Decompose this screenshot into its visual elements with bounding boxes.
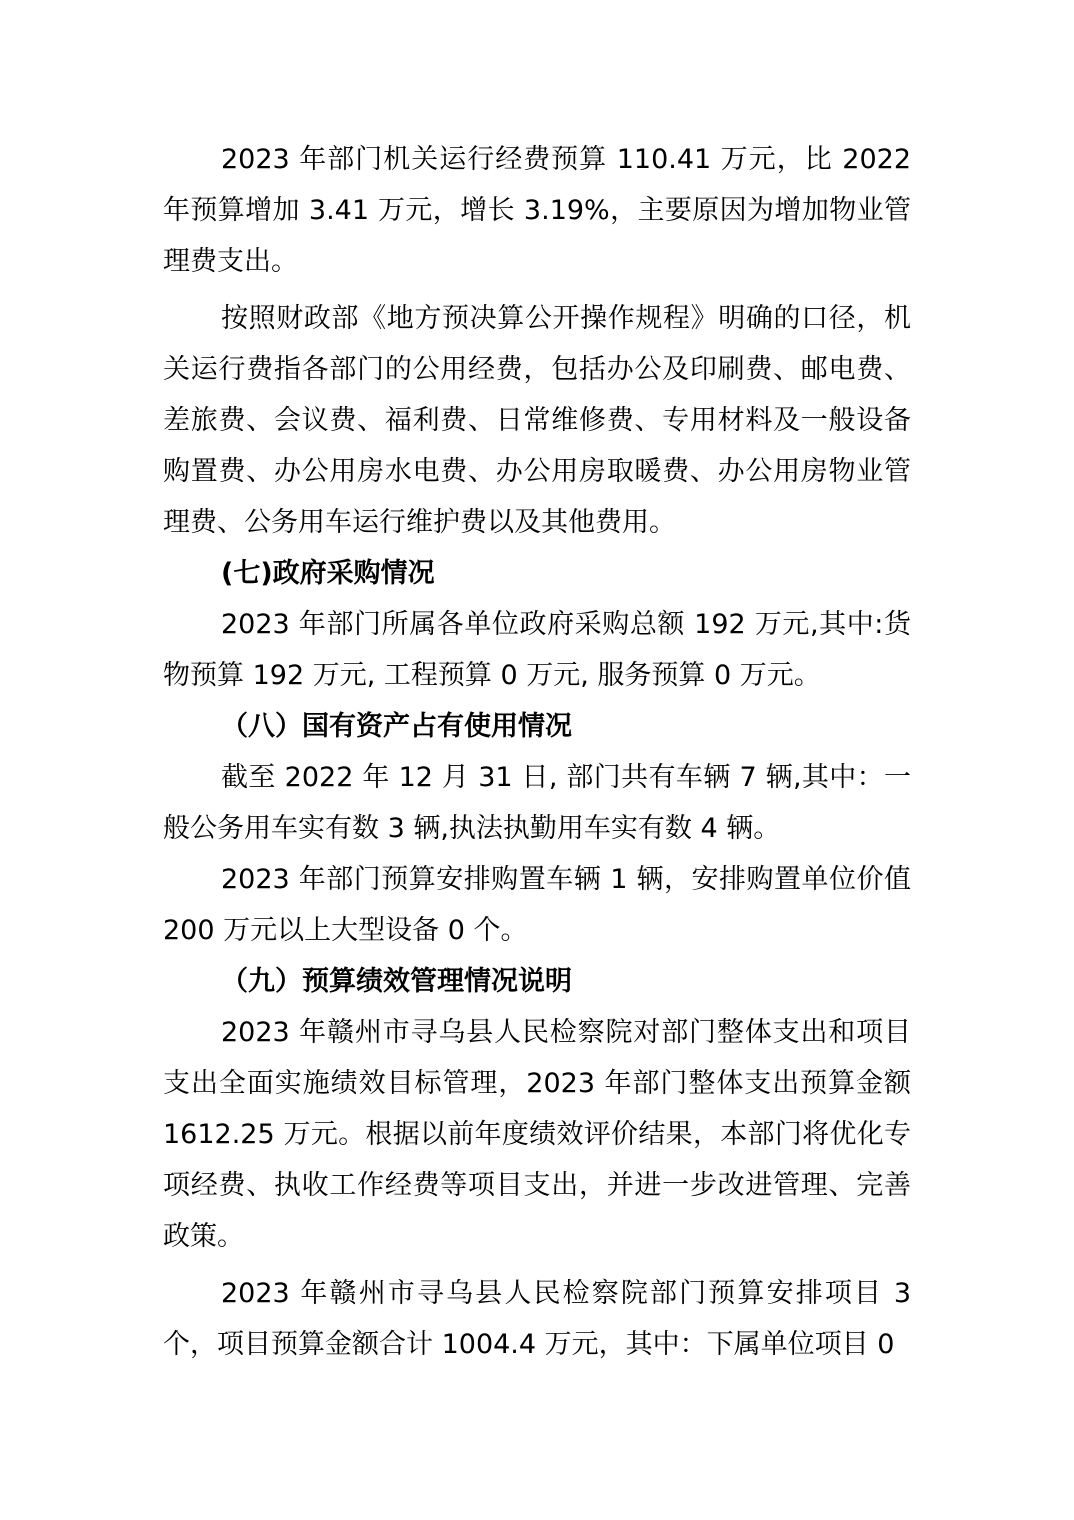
heading-state-assets: （八）国有资产占有使用情况 <box>221 711 572 742</box>
paragraph-operating-cost-definition: 按照财政部《地方预决算公开操作规程》明确的口径，机关运行费指各部门的公用经费，包括办公及印刷费、邮电费、差旅费、会议费、福利费、日常维修费、专用材料及一般设备购置费、办公用房水电费、办公用房取暖费、办公用房物业管理费、公务用车运行维护费以及其他费用。 <box>163 303 911 538</box>
heading-government-procurement: (七)政府采购情况 <box>221 558 435 589</box>
paragraph-performance-detail: 2023 年赣州市寻乌县人民检察院对部门整体支出和项目支出全面实施绩效目标管理，2023 年部门整体支出预算金额 1612.25 万元。根据以前年度绩效评价结果，本部门将优化专项经费、执收工作经费等项目支出，并进一步改进管理、完善政策。 <box>163 1017 911 1252</box>
paragraph-procurement-detail: 2023 年部门所属各单位政府采购总额 192 万元,其中:货物预算 192 万元, 工程预算 0 万元, 服务预算 0 万元。 <box>163 609 911 691</box>
document-body <box>163 134 911 1370</box>
paragraph-vehicle-purchase: 2023 年部门预算安排购置车辆 1 辆，安排购置单位价值 200 万元以上大型设备 0 个。 <box>163 864 911 946</box>
paragraph-operating-budget: 2023 年部门机关运行经费预算 110.41 万元，比 2022 年预算增加 3.41 万元，增长 3.19%，主要原因为增加物业管理费支出。 <box>163 144 911 277</box>
paragraph-vehicles: 截至 2022 年 12 月 31 日, 部门共有车辆 7 辆,其中：一般公务用车实有数 3 辆,执法执勤用车实有数 4 辆。 <box>163 762 911 844</box>
heading-performance-management: （九）预算绩效管理情况说明 <box>221 966 572 997</box>
paragraph-project-budget: 2023 年赣州市寻乌县人民检察院部门预算安排项目 3 个，项目预算金额合计 1004.4 万元，其中：下属单位项目 0 <box>163 1278 911 1360</box>
